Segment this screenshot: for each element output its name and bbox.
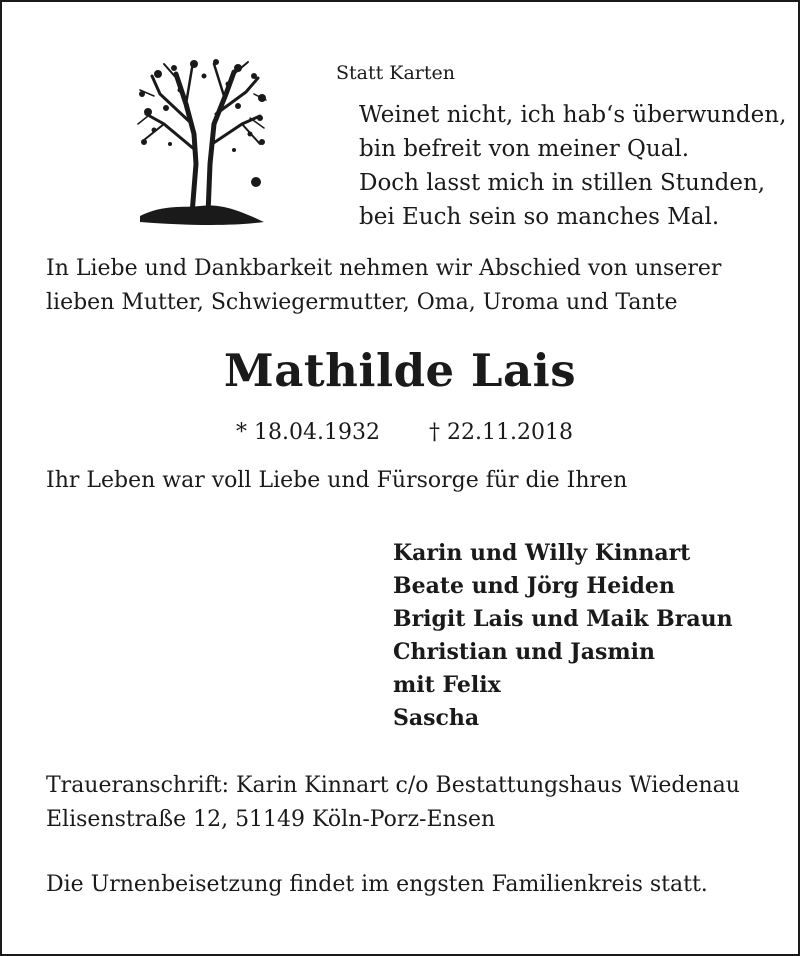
birth-date: * 18.04.1932 <box>236 420 380 445</box>
deceased-name: Mathilde Lais <box>223 344 577 397</box>
life-text: Ihr Leben war voll Liebe und Fürsorge für die Ihren <box>46 468 628 493</box>
intro-line: lieben Mutter, Schwiegermutter, Oma, Uroma und Tante <box>46 290 678 315</box>
mourners-list <box>393 537 733 735</box>
mourner-line: Christian und Jasmin <box>393 639 655 665</box>
burial-note: Die Urnenbeisetzung findet im engsten Familienkreis statt. <box>46 872 708 897</box>
mourner-line: Brigit Lais und Maik Braun <box>393 606 733 632</box>
intro-text <box>46 252 721 320</box>
mourner-line: Karin und Willy Kinnart <box>393 540 691 566</box>
poem-line: bei Euch sein so manches Mal. <box>359 204 720 230</box>
mourner-line: Beate und Jörg Heiden <box>393 573 675 599</box>
notice-heading: Statt Karten <box>336 62 456 84</box>
intro-line: In Liebe und Dankbarkeit nehmen wir Abschied von unserer <box>46 256 722 281</box>
mourning-address <box>46 769 740 837</box>
poem <box>359 98 786 234</box>
address-line: Traueranschrift: Karin Kinnart c/o Bestattungshaus Wiedenau <box>46 773 740 798</box>
tree-icon <box>134 54 270 232</box>
address-line: Elisenstraße 12, 51149 Köln-Porz-Ensen <box>46 807 496 832</box>
mourner-line: Sascha <box>393 705 480 731</box>
poem-line: bin befreit von meiner Qual. <box>359 136 690 162</box>
mourner-line: mit Felix <box>393 672 501 698</box>
poem-line: Weinet nicht, ich hab‘s überwunden, <box>359 102 787 128</box>
poem-line: Doch lasst mich in stillen Stunden, <box>359 170 766 196</box>
death-date: † 22.11.2018 <box>429 420 573 445</box>
